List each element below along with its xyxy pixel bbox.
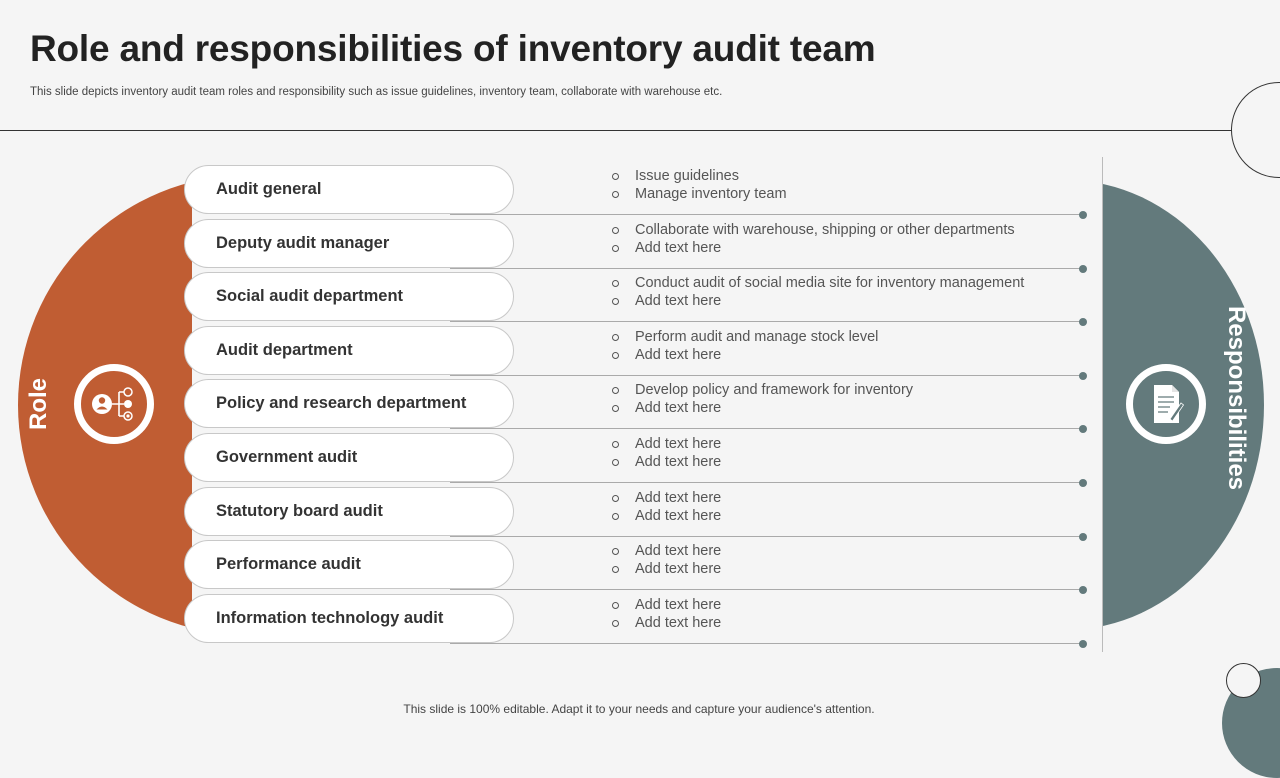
responsibility-text: Add text here bbox=[635, 490, 722, 506]
responsibility-item bbox=[610, 542, 721, 560]
responsibility-text: Issue guidelines bbox=[635, 168, 739, 184]
row-end-dot bbox=[1079, 318, 1087, 326]
bullet-circle-icon bbox=[612, 513, 619, 520]
responsibility-list bbox=[610, 596, 721, 632]
row-divider bbox=[450, 268, 1083, 269]
bullet-circle-icon bbox=[612, 334, 619, 341]
page-subtitle: This slide depicts inventory audit team roles and responsibility such as issue guidelines, inventory team, collaborate with warehouse etc. bbox=[30, 86, 723, 98]
responsibility-text: Add text here bbox=[635, 454, 722, 470]
row-divider bbox=[450, 214, 1083, 215]
responsibility-text: Conduct audit of social media site for inventory management bbox=[635, 275, 1025, 291]
bullet-circle-icon bbox=[612, 191, 619, 198]
responsibility-item bbox=[610, 274, 1024, 292]
responsibility-item bbox=[610, 507, 721, 525]
role-name: Policy and research department bbox=[216, 394, 467, 412]
row-divider bbox=[450, 536, 1083, 537]
role-name: Information technology audit bbox=[216, 609, 444, 627]
row-end-dot bbox=[1079, 479, 1087, 487]
responsibility-item bbox=[610, 453, 721, 471]
bullet-circle-icon bbox=[612, 298, 619, 305]
responsibility-item bbox=[610, 292, 1024, 310]
responsibility-item bbox=[610, 346, 878, 364]
bullet-circle-icon bbox=[612, 280, 619, 287]
row-divider bbox=[450, 589, 1083, 590]
responsibility-text: Add text here bbox=[635, 615, 722, 631]
responsibility-text: Add text here bbox=[635, 508, 722, 524]
role-icon-ring bbox=[74, 364, 154, 444]
role-name: Audit general bbox=[216, 180, 322, 198]
row-divider bbox=[450, 482, 1083, 483]
row-divider bbox=[450, 375, 1083, 376]
role-pill bbox=[184, 433, 514, 482]
row-divider bbox=[450, 321, 1083, 322]
role-label: Role bbox=[25, 377, 52, 431]
responsibility-text: Perform audit and manage stock level bbox=[635, 329, 879, 345]
responsibility-item bbox=[610, 596, 721, 614]
row-end-dot bbox=[1079, 372, 1087, 380]
responsibility-item bbox=[610, 221, 1015, 239]
bullet-circle-icon bbox=[612, 441, 619, 448]
org-hierarchy-person-icon bbox=[86, 376, 142, 432]
responsibility-list bbox=[610, 381, 913, 417]
header-divider bbox=[0, 130, 1232, 131]
bullet-circle-icon bbox=[612, 352, 619, 359]
role-name: Statutory board audit bbox=[216, 502, 383, 520]
row-end-dot bbox=[1079, 211, 1087, 219]
responsibility-list bbox=[610, 221, 1015, 257]
role-pill bbox=[184, 594, 514, 643]
responsibility-item bbox=[610, 381, 913, 399]
responsibility-text: Add text here bbox=[635, 436, 722, 452]
role-name: Social audit department bbox=[216, 287, 404, 305]
role-pill bbox=[184, 165, 514, 214]
row-divider bbox=[450, 428, 1083, 429]
responsibility-item bbox=[610, 167, 787, 185]
responsibility-text: Add text here bbox=[635, 240, 722, 256]
role-pill bbox=[184, 487, 514, 536]
decorative-circle-small bbox=[1226, 663, 1261, 698]
role-pill bbox=[184, 540, 514, 589]
decorative-circle-outline bbox=[1231, 82, 1280, 178]
responsibility-text: Collaborate with warehouse, shipping or other departments bbox=[635, 222, 1015, 238]
bullet-circle-icon bbox=[612, 387, 619, 394]
role-pill bbox=[184, 219, 514, 268]
bullet-circle-icon bbox=[612, 405, 619, 412]
responsibility-item bbox=[610, 435, 721, 453]
page-title: Role and responsibilities of inventory audit team bbox=[30, 28, 876, 69]
footer-note: This slide is 100% editable. Adapt it to your needs and capture your audience's attention. bbox=[403, 702, 875, 716]
role-pill bbox=[184, 326, 514, 375]
bullet-circle-icon bbox=[612, 548, 619, 555]
responsibilities-label: Responsibilities bbox=[1223, 305, 1250, 491]
responsibility-item bbox=[610, 328, 878, 346]
bullet-circle-icon bbox=[612, 459, 619, 466]
responsibility-list bbox=[610, 328, 878, 364]
role-name: Deputy audit manager bbox=[216, 234, 390, 252]
responsibility-item bbox=[610, 239, 1015, 257]
role-name: Audit department bbox=[216, 341, 353, 359]
responsibility-list bbox=[610, 489, 721, 525]
responsibility-list bbox=[610, 542, 721, 578]
responsibility-list bbox=[610, 167, 787, 203]
bullet-circle-icon bbox=[612, 173, 619, 180]
responsibility-item bbox=[610, 560, 721, 578]
responsibility-text: Add text here bbox=[635, 543, 722, 559]
responsibility-item bbox=[610, 399, 913, 417]
role-pill bbox=[184, 272, 514, 321]
bullet-circle-icon bbox=[612, 227, 619, 234]
responsibility-text: Add text here bbox=[635, 597, 722, 613]
document-pen-icon bbox=[1146, 382, 1186, 426]
bullet-circle-icon bbox=[612, 495, 619, 502]
responsibility-item bbox=[610, 489, 721, 507]
responsibility-item bbox=[610, 185, 787, 203]
responsibilities-divider bbox=[1102, 157, 1103, 652]
responsibility-text: Develop policy and framework for inventory bbox=[635, 382, 914, 398]
responsibilities-icon-ring bbox=[1126, 364, 1206, 444]
bullet-circle-icon bbox=[612, 620, 619, 627]
row-end-dot bbox=[1079, 586, 1087, 594]
row-end-dot bbox=[1079, 640, 1087, 648]
responsibility-list bbox=[610, 274, 1024, 310]
bullet-circle-icon bbox=[612, 566, 619, 573]
bullet-circle-icon bbox=[612, 602, 619, 609]
role-name: Government audit bbox=[216, 448, 358, 466]
responsibility-text: Add text here bbox=[635, 347, 722, 363]
role-name: Performance audit bbox=[216, 555, 361, 573]
responsibility-list bbox=[610, 435, 721, 471]
bullet-circle-icon bbox=[612, 245, 619, 252]
responsibility-item bbox=[610, 614, 721, 632]
responsibility-text: Add text here bbox=[635, 561, 722, 577]
responsibility-text: Manage inventory team bbox=[635, 186, 787, 202]
row-end-dot bbox=[1079, 533, 1087, 541]
responsibility-text: Add text here bbox=[635, 293, 722, 309]
role-pill bbox=[184, 379, 514, 428]
row-end-dot bbox=[1079, 425, 1087, 433]
row-divider bbox=[450, 643, 1083, 644]
row-end-dot bbox=[1079, 265, 1087, 273]
responsibility-text: Add text here bbox=[635, 400, 722, 416]
